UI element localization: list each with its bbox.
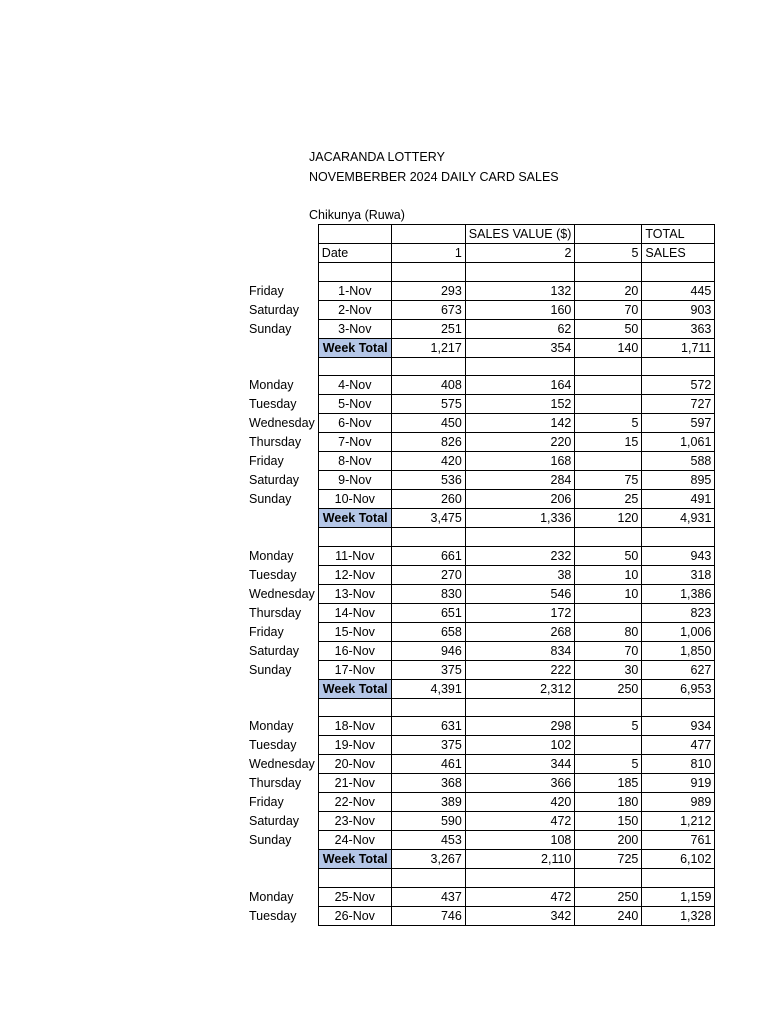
report-subtitle: NOVEMBERBER 2024 DAILY CARD SALES bbox=[309, 170, 559, 184]
denom-5-value[interactable]: 30 bbox=[575, 660, 642, 679]
denom-2-value[interactable]: 1,336 bbox=[465, 509, 575, 528]
denom-2-value[interactable]: 168 bbox=[465, 452, 575, 471]
table-row bbox=[247, 755, 715, 774]
table-row bbox=[247, 376, 715, 395]
denom-1-value[interactable]: 575 bbox=[391, 395, 465, 414]
blank-row bbox=[247, 263, 715, 282]
table-row bbox=[247, 660, 715, 679]
day-of-week-label: Sunday bbox=[249, 321, 292, 336]
denom-5-value[interactable]: 20 bbox=[575, 281, 642, 300]
c1-cell[interactable] bbox=[391, 263, 465, 282]
denom-5-value[interactable]: 5 bbox=[575, 414, 642, 433]
denom-1-value[interactable]: 453 bbox=[391, 831, 465, 850]
denom-5-value[interactable]: 70 bbox=[575, 641, 642, 660]
table-row bbox=[247, 717, 715, 736]
date-cell[interactable]: 6-Nov bbox=[318, 414, 391, 433]
day-cell bbox=[247, 698, 318, 717]
denom-1-value[interactable]: 461 bbox=[391, 755, 465, 774]
header-denom-5[interactable]: 5 bbox=[575, 244, 642, 263]
denom-5-value[interactable]: 80 bbox=[575, 622, 642, 641]
blank-row bbox=[247, 528, 715, 547]
denom-2-value[interactable]: 160 bbox=[465, 300, 575, 319]
denom-1-value[interactable]: 251 bbox=[391, 319, 465, 338]
header-c5-cell[interactable] bbox=[575, 225, 642, 244]
total-sales-value[interactable]: 6,953 bbox=[642, 679, 715, 698]
day-of-week-label: Saturday bbox=[249, 814, 300, 828]
denom-2-value[interactable]: 108 bbox=[465, 831, 575, 850]
table-row bbox=[247, 452, 715, 471]
denom-1-value[interactable]: 437 bbox=[391, 887, 465, 906]
total-sales-value[interactable]: 895 bbox=[642, 471, 715, 490]
day-of-week-label: Tuesday bbox=[249, 908, 297, 923]
total-sales-value[interactable]: 597 bbox=[642, 414, 715, 433]
day-of-week-label: Monday bbox=[249, 548, 294, 563]
denom-1-value[interactable]: 651 bbox=[391, 603, 465, 622]
denom-1-value[interactable]: 293 bbox=[391, 281, 465, 300]
header-denom-2[interactable]: 2 bbox=[465, 244, 575, 263]
header-sales-label[interactable]: SALES bbox=[642, 244, 715, 263]
denom-5-value[interactable]: 250 bbox=[575, 679, 642, 698]
denom-5-value[interactable]: 5 bbox=[575, 717, 642, 736]
table-row bbox=[247, 490, 715, 509]
denom-2-value[interactable]: 206 bbox=[465, 490, 575, 509]
blank-row bbox=[247, 698, 715, 717]
day-of-week-label: Wednesday bbox=[249, 586, 315, 601]
total-sales-value[interactable]: 4,931 bbox=[642, 509, 715, 528]
header-sales-value-cell[interactable]: SALES VALUE ($) bbox=[465, 225, 575, 244]
denom-2-value[interactable]: 38 bbox=[465, 565, 575, 584]
table-row bbox=[247, 584, 715, 603]
denom-2-value[interactable]: 132 bbox=[465, 281, 575, 300]
day-of-week-label: Friday bbox=[249, 624, 284, 639]
table-row bbox=[247, 300, 715, 319]
denom-5-value[interactable]: 120 bbox=[575, 509, 642, 528]
c5-cell[interactable] bbox=[575, 263, 642, 282]
denom-5-value[interactable]: 140 bbox=[575, 338, 642, 357]
day-cell bbox=[247, 869, 318, 888]
table-row bbox=[247, 812, 715, 831]
denom-2-value[interactable]: 366 bbox=[465, 774, 575, 793]
date-cell[interactable]: 25-Nov bbox=[318, 887, 391, 906]
table-row bbox=[247, 906, 715, 925]
report-title: JACARANDA LOTTERY bbox=[309, 150, 445, 164]
denom-2-value[interactable]: 102 bbox=[465, 736, 575, 755]
total-sales-value[interactable]: 761 bbox=[642, 831, 715, 850]
date-cell[interactable]: 23-Nov bbox=[318, 812, 391, 831]
denom-5-value[interactable]: 10 bbox=[575, 565, 642, 584]
date-cell[interactable]: 8-Nov bbox=[318, 452, 391, 471]
denom-5-value[interactable]: 5 bbox=[575, 755, 642, 774]
c2-cell[interactable] bbox=[465, 869, 575, 888]
table-row bbox=[247, 546, 715, 565]
denom-2-value[interactable]: 472 bbox=[465, 887, 575, 906]
denom-5-value[interactable]: 10 bbox=[575, 584, 642, 603]
total-sales-value[interactable]: 318 bbox=[642, 565, 715, 584]
location-label: Chikunya (Ruwa) bbox=[309, 208, 405, 222]
denom-1-value[interactable]: 661 bbox=[391, 546, 465, 565]
total-cell[interactable] bbox=[642, 263, 715, 282]
week-total-row bbox=[247, 850, 715, 869]
total-sales-value[interactable]: 1,328 bbox=[642, 906, 715, 925]
date-cell[interactable]: 15-Nov bbox=[318, 622, 391, 641]
day-cell bbox=[247, 263, 318, 282]
date-cell[interactable] bbox=[318, 357, 391, 376]
date-cell[interactable] bbox=[318, 528, 391, 547]
denom-2-value[interactable]: 284 bbox=[465, 471, 575, 490]
total-sales-value[interactable]: 823 bbox=[642, 603, 715, 622]
header-date-label[interactable]: Date bbox=[318, 244, 391, 263]
denom-2-value[interactable]: 344 bbox=[465, 755, 575, 774]
denom-2-value[interactable]: 342 bbox=[465, 906, 575, 925]
date-cell[interactable]: 16-Nov bbox=[318, 641, 391, 660]
denom-2-value[interactable]: 472 bbox=[465, 812, 575, 831]
header-row-2 bbox=[247, 244, 715, 263]
day-of-week-label bbox=[247, 679, 318, 698]
total-sales-value[interactable]: 627 bbox=[642, 660, 715, 679]
total-sales-value[interactable]: 6,102 bbox=[642, 850, 715, 869]
date-cell[interactable]: 18-Nov bbox=[318, 717, 391, 736]
denom-2-value[interactable]: 152 bbox=[465, 395, 575, 414]
header-denom-1[interactable]: 1 bbox=[391, 244, 465, 263]
c1-cell[interactable] bbox=[391, 357, 465, 376]
table-row bbox=[247, 622, 715, 641]
day-of-week-label: Friday bbox=[249, 283, 284, 298]
total-sales-value[interactable]: 903 bbox=[642, 300, 715, 319]
denom-1-value[interactable]: 746 bbox=[391, 906, 465, 925]
denom-2-value[interactable]: 2,312 bbox=[465, 679, 575, 698]
week-total-row bbox=[247, 679, 715, 698]
table-row bbox=[247, 641, 715, 660]
day-of-week-label: Thursday bbox=[249, 605, 302, 620]
c5-cell[interactable] bbox=[575, 357, 642, 376]
date-cell[interactable]: 21-Nov bbox=[318, 774, 391, 793]
week-total-label[interactable]: Week Total bbox=[318, 679, 391, 698]
table-row bbox=[247, 471, 715, 490]
date-cell[interactable]: 1-Nov bbox=[318, 281, 391, 300]
total-sales-value[interactable]: 477 bbox=[642, 736, 715, 755]
denom-5-value[interactable]: 50 bbox=[575, 319, 642, 338]
denom-2-value[interactable]: 268 bbox=[465, 622, 575, 641]
total-sales-value[interactable]: 727 bbox=[642, 395, 715, 414]
day-of-week-label: Saturday bbox=[249, 302, 300, 317]
day-of-week-label: Monday bbox=[249, 719, 294, 733]
day-cell bbox=[247, 244, 318, 263]
date-cell[interactable]: 11-Nov bbox=[318, 546, 391, 565]
day-of-week-label: Sunday bbox=[249, 662, 292, 677]
date-cell[interactable]: 14-Nov bbox=[318, 603, 391, 622]
denom-1-value[interactable]: 826 bbox=[391, 433, 465, 452]
day-of-week-label: Saturday bbox=[249, 473, 300, 487]
total-sales-value[interactable]: 934 bbox=[642, 717, 715, 736]
denom-2-value[interactable]: 220 bbox=[465, 433, 575, 452]
denom-1-value[interactable]: 375 bbox=[391, 736, 465, 755]
table-row bbox=[247, 774, 715, 793]
day-of-week-label: Monday bbox=[249, 378, 294, 392]
day-of-week-label: Sunday bbox=[249, 833, 292, 847]
date-cell[interactable]: 22-Nov bbox=[318, 793, 391, 812]
denom-2-value[interactable]: 834 bbox=[465, 641, 575, 660]
c5-cell[interactable] bbox=[575, 698, 642, 717]
denom-5-value[interactable]: 15 bbox=[575, 433, 642, 452]
denom-5-value[interactable]: 240 bbox=[575, 906, 642, 925]
day-cell bbox=[247, 225, 318, 244]
table-row bbox=[247, 603, 715, 622]
blank-row bbox=[247, 869, 715, 888]
c5-cell[interactable] bbox=[575, 869, 642, 888]
denom-2-value[interactable]: 172 bbox=[465, 603, 575, 622]
denom-2-value[interactable]: 232 bbox=[465, 546, 575, 565]
total-cell[interactable] bbox=[642, 869, 715, 888]
date-cell[interactable]: 2-Nov bbox=[318, 300, 391, 319]
denom-2-value[interactable]: 142 bbox=[465, 414, 575, 433]
total-sales-value[interactable]: 491 bbox=[642, 490, 715, 509]
header-total-cell[interactable]: TOTAL bbox=[642, 225, 715, 244]
day-of-week-label: Tuesday bbox=[249, 397, 297, 411]
table-row bbox=[247, 319, 715, 338]
date-cell[interactable]: 3-Nov bbox=[318, 319, 391, 338]
header-c1-cell[interactable] bbox=[391, 225, 465, 244]
denom-1-value[interactable]: 3,475 bbox=[391, 509, 465, 528]
table-row bbox=[247, 433, 715, 452]
denom-1-value[interactable]: 375 bbox=[391, 660, 465, 679]
week-total-row bbox=[247, 338, 715, 357]
denom-1-value[interactable]: 830 bbox=[391, 584, 465, 603]
date-cell[interactable]: 10-Nov bbox=[318, 490, 391, 509]
denom-2-value[interactable]: 298 bbox=[465, 717, 575, 736]
total-sales-value[interactable]: 919 bbox=[642, 774, 715, 793]
total-sales-value[interactable]: 572 bbox=[642, 376, 715, 395]
table-row bbox=[247, 395, 715, 414]
denom-1-value[interactable]: 673 bbox=[391, 300, 465, 319]
denom-5-value[interactable] bbox=[575, 452, 642, 471]
c2-cell[interactable] bbox=[465, 528, 575, 547]
denom-1-value[interactable]: 368 bbox=[391, 774, 465, 793]
week-total-label[interactable]: Week Total bbox=[318, 338, 391, 357]
day-of-week-label: Wednesday bbox=[249, 416, 315, 430]
total-sales-value[interactable]: 943 bbox=[642, 546, 715, 565]
day-of-week-label: Thursday bbox=[249, 435, 302, 449]
table-row bbox=[247, 281, 715, 300]
denom-1-value[interactable]: 408 bbox=[391, 376, 465, 395]
denom-5-value[interactable]: 180 bbox=[575, 793, 642, 812]
day-of-week-label bbox=[247, 338, 318, 357]
total-sales-value[interactable]: 1,159 bbox=[642, 887, 715, 906]
c5-cell[interactable] bbox=[575, 528, 642, 547]
denom-5-value[interactable]: 75 bbox=[575, 471, 642, 490]
denom-2-value[interactable]: 420 bbox=[465, 793, 575, 812]
date-cell[interactable]: 26-Nov bbox=[318, 906, 391, 925]
total-sales-value[interactable]: 1,061 bbox=[642, 433, 715, 452]
total-sales-value[interactable]: 363 bbox=[642, 319, 715, 338]
week-total-row bbox=[247, 509, 715, 528]
c2-cell[interactable] bbox=[465, 698, 575, 717]
denom-2-value[interactable]: 546 bbox=[465, 584, 575, 603]
day-of-week-label: Wednesday bbox=[249, 757, 315, 771]
date-cell[interactable]: 9-Nov bbox=[318, 471, 391, 490]
date-cell[interactable]: 17-Nov bbox=[318, 660, 391, 679]
date-cell[interactable]: 13-Nov bbox=[318, 584, 391, 603]
c2-cell[interactable] bbox=[465, 263, 575, 282]
table-row bbox=[247, 736, 715, 755]
day-of-week-label: Friday bbox=[249, 795, 284, 809]
day-of-week-label: Friday bbox=[249, 454, 284, 468]
total-sales-value[interactable]: 1,711 bbox=[642, 338, 715, 357]
c1-cell[interactable] bbox=[391, 869, 465, 888]
day-of-week-label: Thursday bbox=[249, 776, 302, 790]
date-cell[interactable]: 12-Nov bbox=[318, 565, 391, 584]
table-row bbox=[247, 565, 715, 584]
total-cell[interactable] bbox=[642, 698, 715, 717]
c1-cell[interactable] bbox=[391, 528, 465, 547]
day-of-week-label bbox=[247, 850, 318, 869]
date-cell[interactable]: 4-Nov bbox=[318, 376, 391, 395]
denom-5-value[interactable]: 70 bbox=[575, 300, 642, 319]
denom-1-value[interactable]: 536 bbox=[391, 471, 465, 490]
date-cell[interactable]: 19-Nov bbox=[318, 736, 391, 755]
day-of-week-label: Tuesday bbox=[249, 567, 297, 582]
denom-1-value[interactable]: 946 bbox=[391, 641, 465, 660]
date-cell[interactable] bbox=[318, 263, 391, 282]
date-cell[interactable]: 24-Nov bbox=[318, 831, 391, 850]
week-total-label[interactable]: Week Total bbox=[318, 509, 391, 528]
week-total-label[interactable]: Week Total bbox=[318, 850, 391, 869]
denom-2-value[interactable]: 222 bbox=[465, 660, 575, 679]
header-date-cell[interactable] bbox=[318, 225, 391, 244]
denom-5-value[interactable]: 50 bbox=[575, 546, 642, 565]
denom-1-value[interactable]: 270 bbox=[391, 565, 465, 584]
day-of-week-label: Tuesday bbox=[249, 738, 297, 752]
denom-2-value[interactable]: 354 bbox=[465, 338, 575, 357]
date-cell[interactable]: 7-Nov bbox=[318, 433, 391, 452]
denom-5-value[interactable]: 185 bbox=[575, 774, 642, 793]
denom-5-value[interactable] bbox=[575, 376, 642, 395]
denom-5-value[interactable]: 25 bbox=[575, 490, 642, 509]
day-cell bbox=[247, 528, 318, 547]
denom-1-value[interactable]: 590 bbox=[391, 812, 465, 831]
date-cell[interactable]: 5-Nov bbox=[318, 395, 391, 414]
denom-5-value[interactable]: 725 bbox=[575, 850, 642, 869]
day-of-week-label: Saturday bbox=[249, 643, 300, 658]
total-sales-value[interactable]: 1,006 bbox=[642, 622, 715, 641]
total-cell[interactable] bbox=[642, 357, 715, 376]
total-cell[interactable] bbox=[642, 528, 715, 547]
total-sales-value[interactable]: 445 bbox=[642, 281, 715, 300]
day-cell bbox=[247, 357, 318, 376]
day-of-week-label bbox=[247, 509, 318, 528]
table-row bbox=[247, 414, 715, 433]
total-sales-value[interactable]: 1,850 bbox=[642, 641, 715, 660]
denom-1-value[interactable]: 450 bbox=[391, 414, 465, 433]
denom-1-value[interactable]: 3,267 bbox=[391, 850, 465, 869]
total-sales-value[interactable]: 989 bbox=[642, 793, 715, 812]
total-sales-value[interactable]: 810 bbox=[642, 755, 715, 774]
denom-5-value[interactable] bbox=[575, 736, 642, 755]
day-of-week-label: Sunday bbox=[249, 492, 292, 506]
denom-2-value[interactable]: 164 bbox=[465, 376, 575, 395]
c1-cell[interactable] bbox=[391, 698, 465, 717]
denom-1-value[interactable]: 658 bbox=[391, 622, 465, 641]
total-sales-value[interactable]: 1,386 bbox=[642, 584, 715, 603]
denom-5-value[interactable]: 150 bbox=[575, 812, 642, 831]
header-row-1 bbox=[247, 225, 715, 244]
denom-5-value[interactable] bbox=[575, 603, 642, 622]
denom-5-value[interactable]: 200 bbox=[575, 831, 642, 850]
date-cell[interactable] bbox=[318, 698, 391, 717]
denom-1-value[interactable]: 389 bbox=[391, 793, 465, 812]
table-row bbox=[247, 887, 715, 906]
table-row bbox=[247, 831, 715, 850]
c2-cell[interactable] bbox=[465, 357, 575, 376]
denom-2-value[interactable]: 2,110 bbox=[465, 850, 575, 869]
date-cell[interactable] bbox=[318, 869, 391, 888]
total-sales-value[interactable]: 588 bbox=[642, 452, 715, 471]
sales-table bbox=[247, 224, 715, 926]
denom-5-value[interactable]: 250 bbox=[575, 887, 642, 906]
total-sales-value[interactable]: 1,212 bbox=[642, 812, 715, 831]
denom-1-value[interactable]: 420 bbox=[391, 452, 465, 471]
table-row bbox=[247, 793, 715, 812]
denom-2-value[interactable]: 62 bbox=[465, 319, 575, 338]
day-of-week-label: Monday bbox=[249, 889, 294, 904]
denom-5-value[interactable] bbox=[575, 395, 642, 414]
denom-1-value[interactable]: 260 bbox=[391, 490, 465, 509]
denom-1-value[interactable]: 631 bbox=[391, 717, 465, 736]
denom-1-value[interactable]: 4,391 bbox=[391, 679, 465, 698]
date-cell[interactable]: 20-Nov bbox=[318, 755, 391, 774]
blank-row bbox=[247, 357, 715, 376]
denom-1-value[interactable]: 1,217 bbox=[391, 338, 465, 357]
